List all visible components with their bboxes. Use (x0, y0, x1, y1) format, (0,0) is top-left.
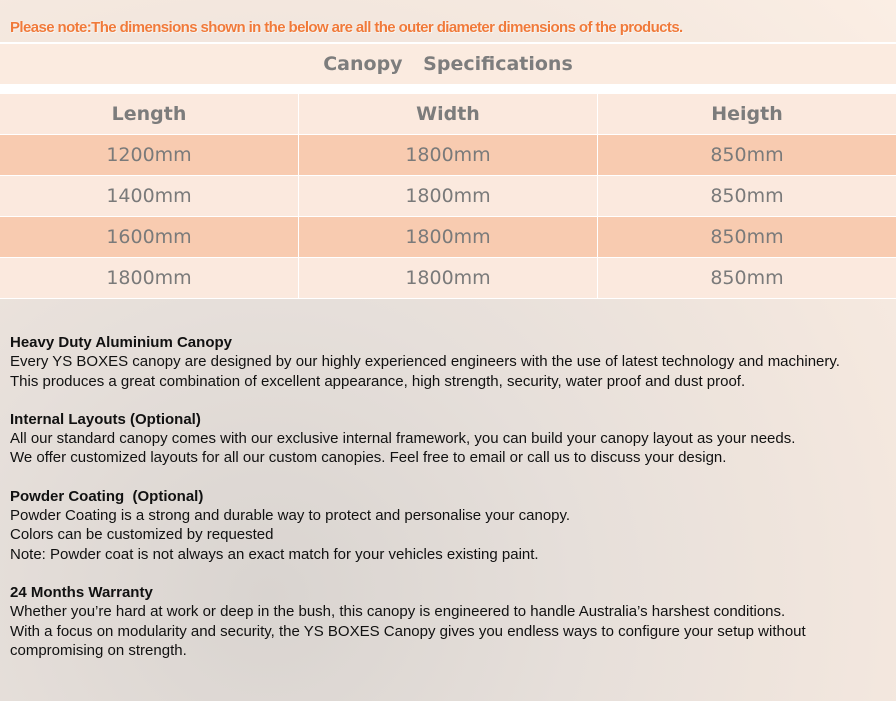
spec-table (0, 42, 896, 299)
cell-width: 1800mm (299, 176, 598, 216)
section-line: We offer customized layouts for all our custom canopies. Feel free to email or call us to discuss your design. (10, 449, 727, 467)
section-warranty (10, 583, 890, 660)
header-height: Heigth (711, 103, 783, 125)
cell-width: 1800mm (299, 217, 598, 257)
cell-height: 850mm (710, 226, 784, 248)
dimension-note: Please note:The dimensions shown in the below are all the outer diameter dimensions of the products. (10, 19, 683, 36)
section-line: All our standard canopy comes with our exclusive internal framework, you can build your canopy layout as your needs. (10, 430, 796, 448)
section-heading: Powder Coating (Optional) (10, 487, 204, 505)
section-line: This produces a great combination of excellent appearance, high strength, security, water proof and dust proof. (10, 372, 746, 390)
section-heading: Internal Layouts (Optional) (10, 410, 201, 428)
table-row (0, 258, 896, 299)
product-description (10, 333, 890, 679)
cell-length: 1400mm (0, 176, 299, 216)
table-row (0, 176, 896, 217)
section-line: Every YS BOXES canopy are designed by our highly experienced engineers with the use of latest technology and machinery. (10, 353, 840, 371)
section-line: With a focus on modularity and security, the YS BOXES Canopy gives you endless ways to configure your setup without compromising on strength. (10, 622, 806, 659)
section-line: Whether you’re hard at work or deep in the bush, this canopy is engineered to handle Australia’s harshest conditions. (10, 603, 786, 621)
cell-length: 1800mm (0, 258, 299, 298)
section-heading: 24 Months Warranty (10, 583, 153, 601)
section-line: Note: Powder coat is not always an exact match for your vehicles existing paint. (10, 545, 539, 563)
table-row (0, 135, 896, 176)
header-length: Length (0, 94, 299, 134)
table-title: Canopy Specifications (0, 42, 896, 86)
header-width: Width (299, 94, 598, 134)
cell-width: 1800mm (299, 135, 598, 175)
section-heading: Heavy Duty Aluminium Canopy (10, 334, 232, 351)
section-heavy-duty (10, 333, 890, 391)
section-line: Colors can be customized by requested (10, 526, 274, 544)
table-row (0, 217, 896, 258)
table-gap (0, 86, 896, 94)
section-internal-layouts (10, 410, 890, 468)
cell-height: 850mm (710, 185, 784, 207)
cell-length: 1600mm (0, 217, 299, 257)
section-powder-coating (10, 487, 890, 564)
table-header-row (0, 94, 896, 135)
cell-height: 850mm (710, 144, 784, 166)
cell-length: 1200mm (0, 135, 299, 175)
section-line: Powder Coating is a strong and durable way to protect and personalise your canopy. (10, 507, 571, 525)
cell-width: 1800mm (299, 258, 598, 298)
cell-height: 850mm (710, 267, 784, 289)
